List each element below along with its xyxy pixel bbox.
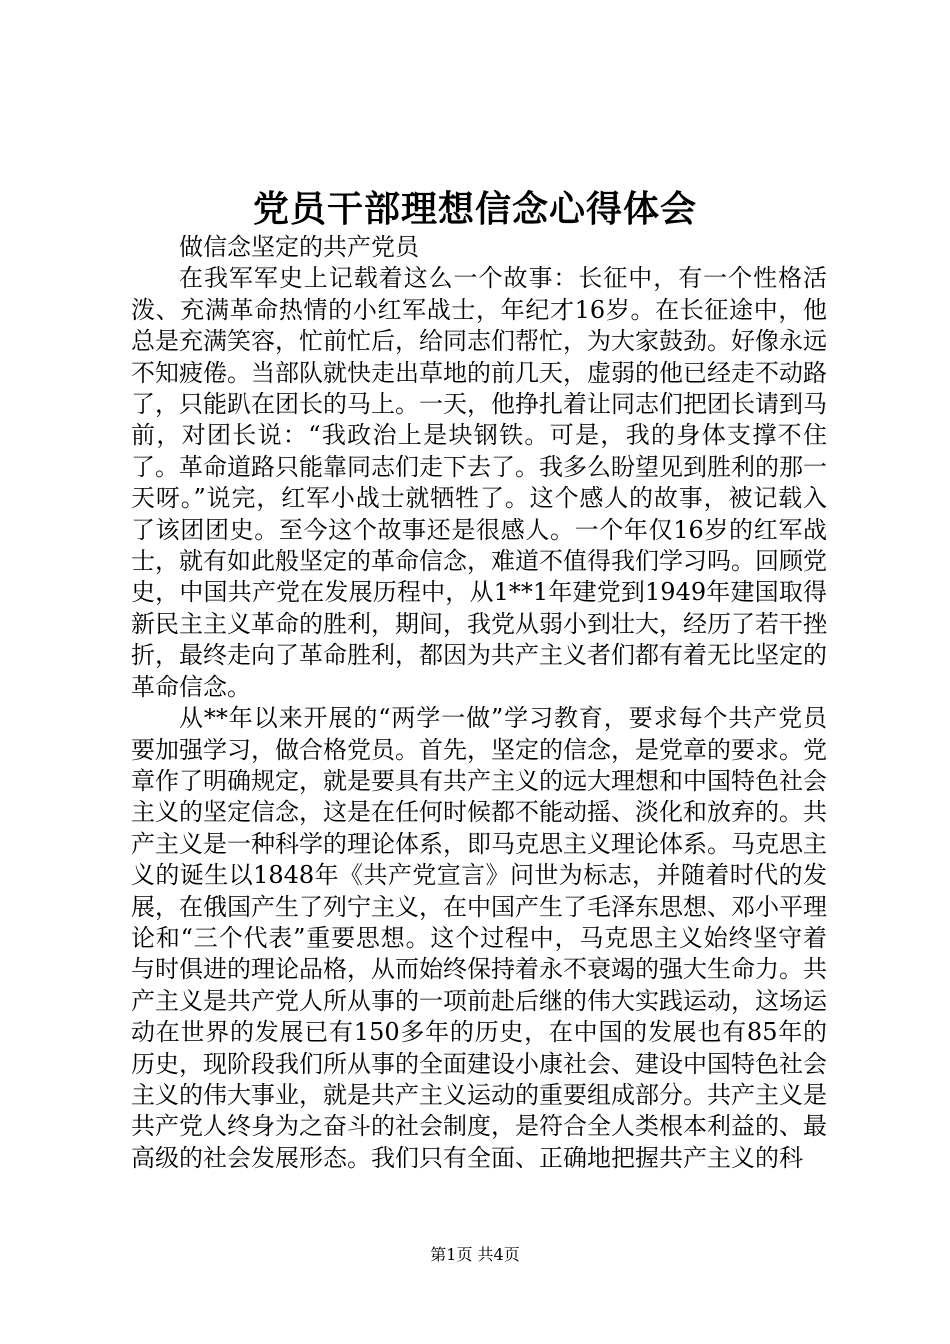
page-footer: 第1页 共4页 <box>430 1245 520 1264</box>
document-body <box>131 232 827 1174</box>
document-title: 党员干部理想信念心得体会 <box>252 188 697 230</box>
body-paragraph-2: 从**年以来开展的“两学一做”学习教育，要求每个共产党员要加强学习，做合格党员。首先，坚定的信念，是党章的要求。党章作了明确规定，就是要具有共产主义的远大理想和中国特色社会主义的坚定信念，这是在任何时候都不能动摇、淡化和放弃的。共产主义是一种科学的理论体系，即马克思主义理论体系。马克思主义的诞生以1848年《共产党宣言》问世为标志，并随着时代的发展，在俄国产生了列宁主义，在中国产生了毛泽东思想、邓小平理论和“三个代表”重要思想。这个过程中，马克思主义始终坚守着与时俱进的理论品格，从而始终保持着永不衰竭的强大生命力。共产主义是共产党人所从事的一项前赴后继的伟大实践运动，这场运动在世界的发展已有150多年的历史，在中国的发展也有85年的历史，现阶段我们所从事的全面建设小康社会、建设中国特色社会主义的伟大事业，就是共产主义运动的重要组成部分。共产主义是共产党人终身为之奋斗的社会制度，是符合全人类根本利益的、最高级的社会发展形态。我们只有全面、正确地把握共产主义的科 <box>131 704 827 1172</box>
document-subtitle: 做信念坚定的共产党员 <box>179 233 419 261</box>
body-paragraph-1: 在我军军史上记载着这么一个故事：长征中，有一个性格活泼、充满革命热情的小红军战士，年纪才16岁。在长征途中，他总是充满笑容，忙前忙后，给同志们帮忙，为大家鼓劲。好像永远不知疲倦。当部队就快走出草地的前几天，虚弱的他已经走不动路了，只能趴在团长的马上。一天，他挣扎着让同志们把团长请到马前，对团长说：“我政治上是块钢铁。可是，我的身体支撑不住了。革命道路只能靠同志们走下去了。我多么盼望见到胜利的那一天呀。”说完，红军小战士就牺牲了。这个感人的故事，被记载入了该团团史。至今这个故事还是很感人。一个年仅16岁的红军战士，就有如此般坚定的革命信念，难道不值得我们学习吗。回顾党史，中国共产党在发展历程中，从1**1年建党到1949年建国取得新民主主义革命的胜利，期间，我党从弱小到壮大，经历了若干挫折，最终走向了革命胜利，都因为共产主义者们都有着无比坚定的革命信念。 <box>131 264 827 701</box>
